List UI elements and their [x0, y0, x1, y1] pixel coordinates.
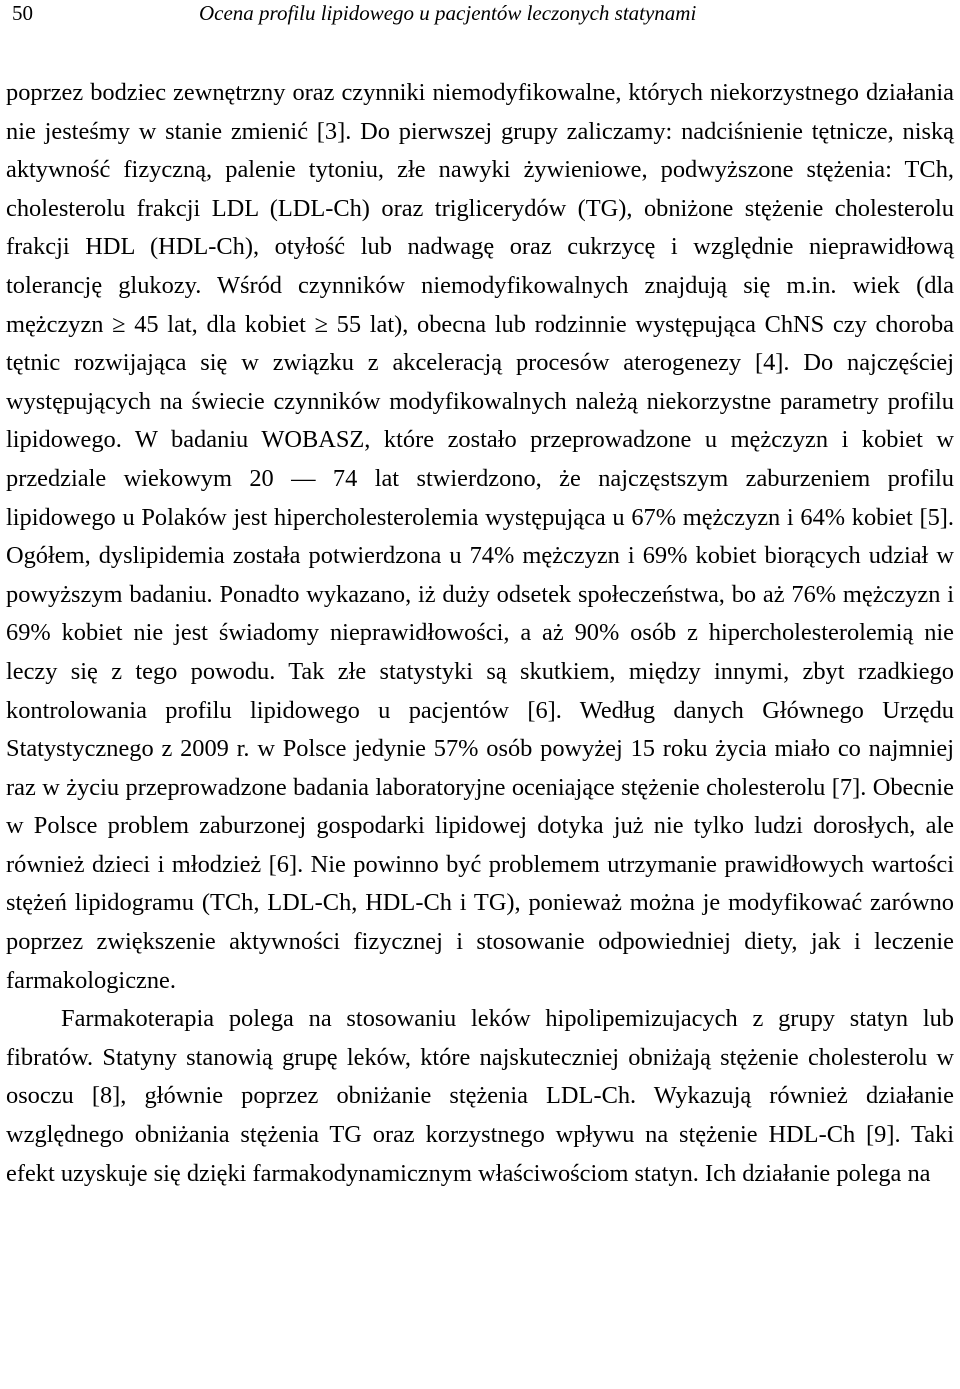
- running-header: [6, 0, 954, 24]
- page-number: 50: [12, 1, 33, 25]
- running-title: Ocena profilu lipidowego u pacjentów leczonych statynami: [199, 1, 697, 25]
- paragraph-pharmacotherapy: Farmakoterapia polega na stosowaniu leków hipolipemizujacych z grupy statyn lub fibratów. Statyny stanowią grupę leków, które najskuteczniej obniżają stężenie cholesterolu w osoczu [8], głównie poprzez obniżanie stężenia LDL-Ch. Wykazują również działanie względnego obniżania stężenia TG oraz korzystnego wpływu na stężenie HDL-Ch [9]. Taki efekt uzyskuje się dzięki farmakodynamicznym właściwościom statyn. Ich działanie polega na: [6, 1005, 954, 1187]
- body-text: [6, 74, 954, 1193]
- paragraph-risk-factors: poprzez bodziec zewnętrzny oraz czynniki niemodyfikowalne, których niekorzystnego działania nie jesteśmy w stanie zmienić [3]. Do pierwszej grupy zaliczamy: nadciśnienie tętnicze, niską aktywność fizyczną, palenie tytoniu, złe nawyki żywieniowe, podwyższone stężenia: TCh, cholesterolu frakcji LDL (LDL-Ch) oraz triglicerydów (TG), obniżone stężenie cholesterolu frakcji HDL (HDL-Ch), otyłość lub nadwagę oraz cukrzycę i względnie nieprawidłową tolerancję glukozy. Wśród czynników niemodyfikowalnych znajdują się m.in. wiek (dla mężczyzn ≥ 45 lat, dla kobiet ≥ 55 lat), obecna lub rodzinnie występująca ChNS czy choroba tętnic rozwijająca się w związku z akceleracją procesów aterogenezy [4]. Do najczęściej występujących na świecie czynników modyfikowalnych należą niekorzystne parametry profilu lipidowego. W badaniu WOBASZ, które zostało przeprowadzone u mężczyzn i kobiet w przedziale wiekowym 20 — 74 lat stwierdzono, że najczęstszym zaburzeniem profilu lipidowego u Polaków jest hipercholesterolemia występująca u 67% mężczyzn i 64% kobiet [5]. Ogółem, dyslipidemia została potwierdzona u 74% mężczyzn i 69% kobiet biorących udział w powyższym badaniu. Ponadto wykazano, iż duży odsetek społeczeństwa, bo aż 76% mężczyzn i 69% kobiet nie jest świadomy nieprawidłowości, a aż 90% osób z hipercholesterolemią nie leczy się z tego powodu. Tak złe statystyki są skutkiem, między innymi, zbyt rzadkiego kontrolowania profilu lipidowego u pacjentów [6]. Według danych Głównego Urzędu Statystycznego z 2009 r. w Polsce jedynie 57% osób powyżej 15 roku życia miało co najmniej raz w życiu przeprowadzone badania laboratoryjne oceniające stężenie cholesterolu [7]. Obecnie w Polsce problem zaburzonej gospodarki lipidowej dotyka już nie tylko ludzi dorosłych, ale również dzieci i młodzież [6]. Nie powinno być problemem utrzymanie prawidłowych wartości stężeń lipidogramu (TCh, LDL-Ch, HDL-Ch i TG), ponieważ można je modyfikować zarówno poprzez zwiększenie aktywności fizycznej i stosowanie odpowiedniej diety, jak i leczenie farmakologiczne.: [6, 79, 954, 994]
